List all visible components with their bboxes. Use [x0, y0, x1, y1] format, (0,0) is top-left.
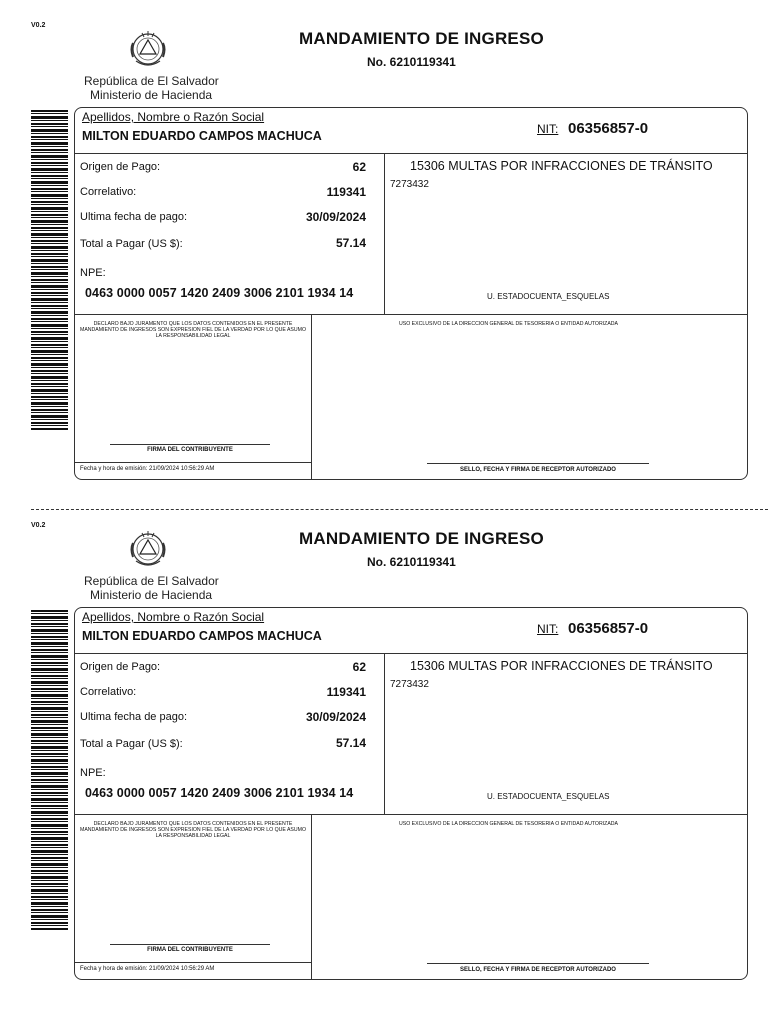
reference-number: 7273432 [390, 679, 429, 690]
divider [74, 814, 748, 815]
issuer-ministry: Ministerio de Hacienda [90, 88, 213, 102]
signature-label: FIRMA DEL CONTRIBUYENTE [147, 947, 233, 953]
correlativo-label: Correlativo: [80, 186, 137, 198]
divider [74, 462, 311, 463]
total-label: Total a Pagar (US $): [80, 238, 183, 250]
npe-label: NPE: [80, 767, 106, 779]
sworn-declaration: DECLARO BAJO JURAMENTO QUE LOS DATOS CONTENIDOS EN EL PRESENTE MANDAMIENTO DE INGRESOS SON EXPRESION FIEL DE LA VERDAD POR LO QUE ASUMO LA RESPONSABILIDAD LEGAL [80, 821, 306, 839]
exclusive-use-note: USO EXCLUSIVO DE LA DIRECCION GENERAL DE TESORERIA O ENTIDAD AUTORIZADA [399, 821, 618, 827]
document-number: No. 6210119341 [367, 55, 456, 69]
barcode [31, 110, 68, 430]
fecha-value: 30/09/2024 [305, 710, 366, 724]
divider [384, 653, 385, 814]
coat-of-arms-icon [124, 27, 172, 73]
npe-value: 0463 0000 0057 1420 2409 3006 2101 1934 14 [85, 786, 354, 800]
taxpayer-name: MILTON EDUARDO CAMPOS MACHUCA [82, 629, 322, 643]
signature-line [110, 944, 270, 945]
npe-value: 0463 0000 0057 1420 2409 3006 2101 1934 14 [85, 286, 354, 300]
divider [74, 153, 748, 154]
receiver-label: SELLO, FECHA Y FIRMA DE RECEPTOR AUTORIZADO [460, 967, 616, 973]
signature-line [110, 444, 270, 445]
issuer-country: República de El Salvador [84, 574, 219, 588]
emission-datetime: Fecha y hora de emisión: 21/09/2024 10:56:29 AM [80, 966, 215, 972]
emission-datetime: Fecha y hora de emisión: 21/09/2024 10:56:29 AM [80, 466, 215, 472]
payment-concept: 15306 MULTAS POR INFRACCIONES DE TRÁNSITO [410, 659, 713, 673]
sworn-declaration: DECLARO BAJO JURAMENTO QUE LOS DATOS CONTENIDOS EN EL PRESENTE MANDAMIENTO DE INGRESOS SON EXPRESION FIEL DE LA VERDAD POR LO QUE ASUMO LA RESPONSABILIDAD LEGAL [80, 321, 306, 339]
issuer-country: República de El Salvador [84, 74, 219, 88]
name-label: Apellidos, Nombre o Razón Social [82, 610, 265, 624]
barcode [31, 610, 68, 930]
divider [311, 814, 312, 980]
exclusive-use-note: USO EXCLUSIVO DE LA DIRECCION GENERAL DE TESORERIA O ENTIDAD AUTORIZADA [399, 321, 618, 327]
origen-value: 62 [352, 160, 366, 174]
nit-value: 06356857-0 [568, 620, 649, 637]
correlativo-label: Correlativo: [80, 686, 137, 698]
total-label: Total a Pagar (US $): [80, 738, 183, 750]
nit-value: 06356857-0 [568, 120, 649, 137]
document-title: MANDAMIENTO DE INGRESO [299, 529, 544, 548]
divider [74, 962, 311, 963]
total-value: 57.14 [335, 236, 366, 250]
nit-label: NIT: [537, 122, 559, 136]
reference-number: 7273432 [390, 179, 429, 190]
correlativo-value: 119341 [326, 685, 366, 699]
receiver-signature-line [427, 963, 649, 964]
coat-of-arms-icon [124, 527, 172, 573]
taxpayer-name: MILTON EDUARDO CAMPOS MACHUCA [82, 129, 322, 143]
issuer-ministry: Ministerio de Hacienda [90, 588, 213, 602]
issuing-unit: U. ESTADOCUENTA_ESQUELAS [487, 792, 610, 801]
voucher-original [0, 0, 768, 490]
payment-concept: 15306 MULTAS POR INFRACCIONES DE TRÁNSITO [410, 159, 713, 173]
receiver-label: SELLO, FECHA Y FIRMA DE RECEPTOR AUTORIZADO [460, 467, 616, 473]
receiver-signature-line [427, 463, 649, 464]
origen-value: 62 [352, 660, 366, 674]
divider [74, 314, 748, 315]
divider [311, 314, 312, 480]
origen-label: Origen de Pago: [80, 161, 161, 173]
issuing-unit: U. ESTADOCUENTA_ESQUELAS [487, 292, 610, 301]
npe-label: NPE: [80, 267, 106, 279]
divider [384, 153, 385, 314]
voucher-copy [0, 500, 768, 990]
version-label: V0.2 [31, 522, 46, 529]
fecha-label: Ultima fecha de pago: [80, 211, 188, 223]
signature-label: FIRMA DEL CONTRIBUYENTE [147, 447, 233, 453]
fecha-value: 30/09/2024 [305, 210, 366, 224]
origen-label: Origen de Pago: [80, 661, 161, 673]
version-label: V0.2 [31, 22, 46, 29]
total-value: 57.14 [335, 736, 366, 750]
divider [74, 653, 748, 654]
nit-label: NIT: [537, 622, 559, 636]
document-title: MANDAMIENTO DE INGRESO [299, 29, 544, 48]
fecha-label: Ultima fecha de pago: [80, 711, 188, 723]
name-label: Apellidos, Nombre o Razón Social [82, 110, 265, 124]
correlativo-value: 119341 [326, 185, 366, 199]
document-number: No. 6210119341 [367, 555, 456, 569]
